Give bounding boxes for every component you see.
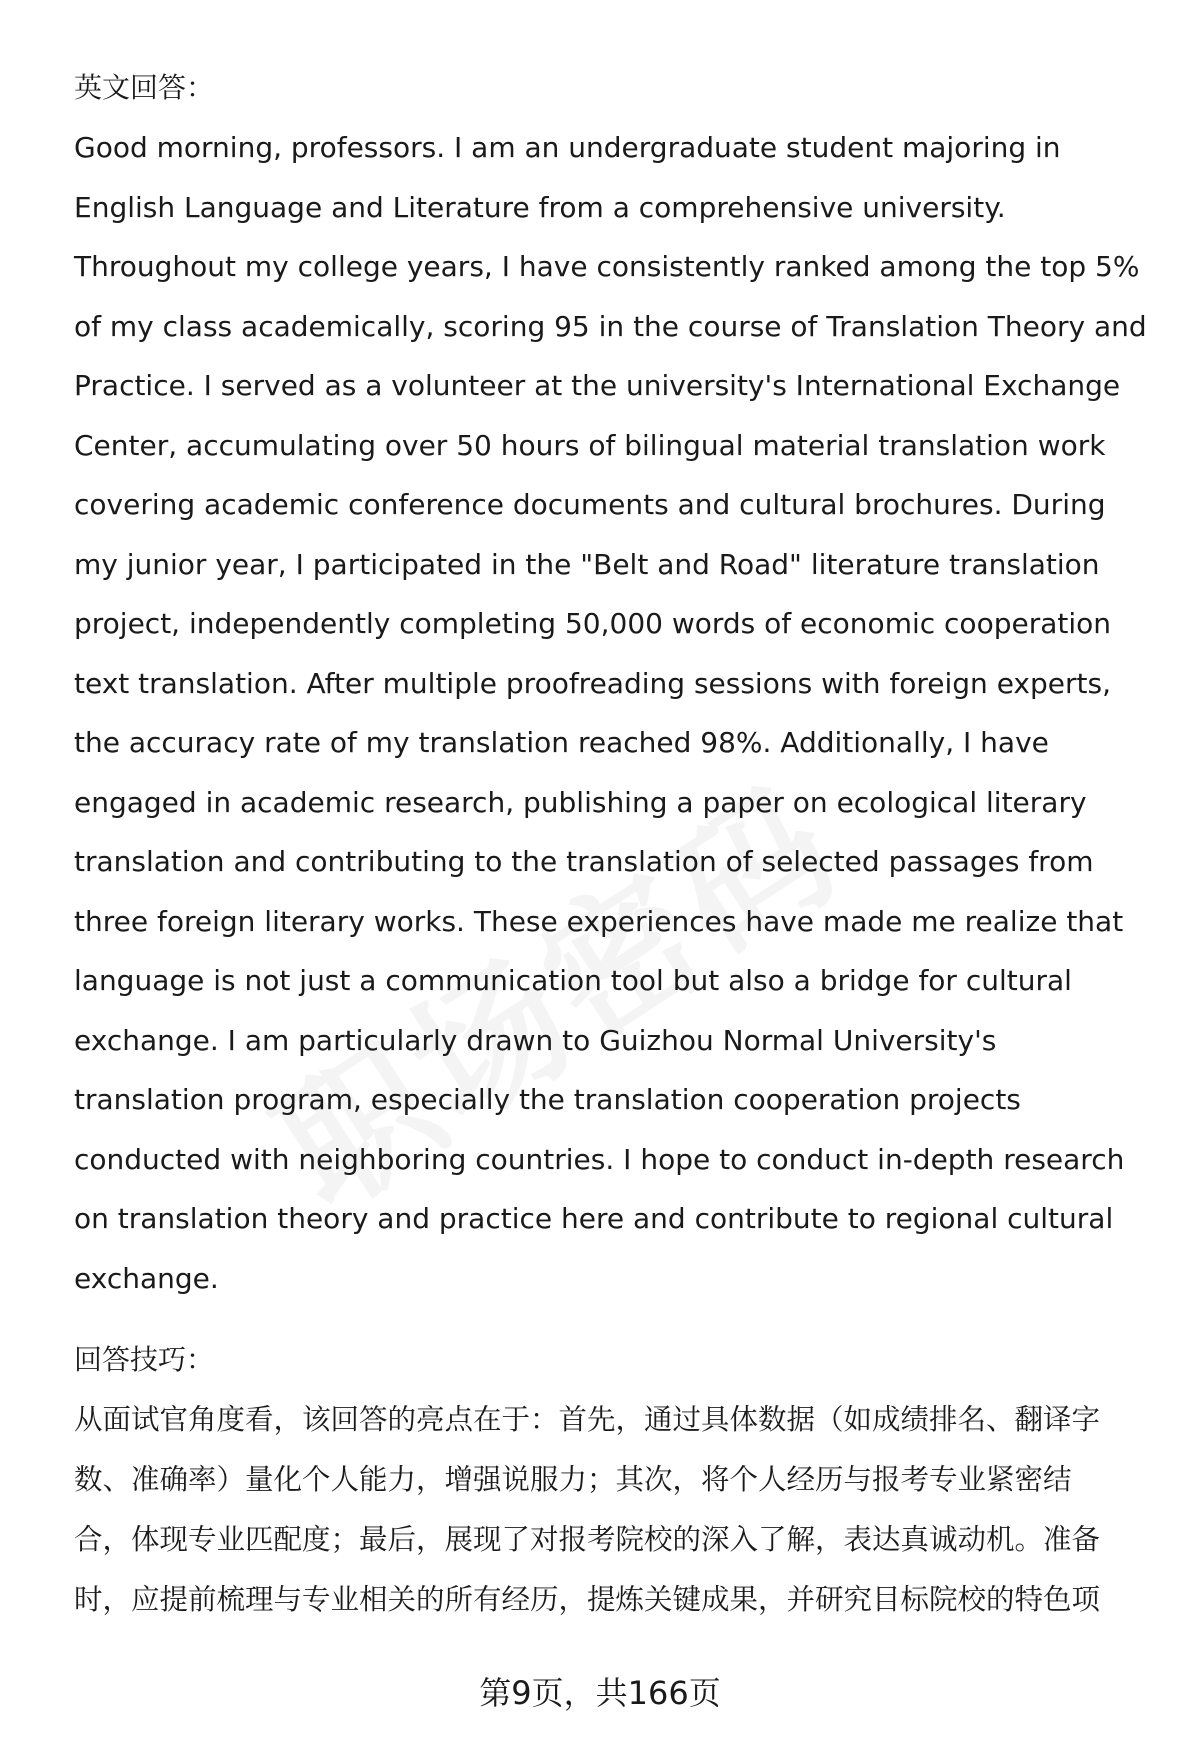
answer-line: project, independently completing 50,000 words of economic cooperation xyxy=(74,607,1111,640)
answer-line: English Language and Literature from a comprehensive university. xyxy=(74,190,1006,224)
tips-line: 从面试官角度看，该回答的亮点在于：首先，通过具体数据（如成绩排名、翻译字 xyxy=(74,1403,1101,1436)
answer-line: Good morning, professors. I am an undergraduate student majoring in xyxy=(74,131,1061,164)
tips-heading: 回答技巧： xyxy=(74,1343,215,1376)
tips-body xyxy=(74,1390,1154,1630)
answer-line: Throughout my college years, I have consistently ranked among the top 5% xyxy=(74,250,1140,283)
answer-line: text translation. After multiple proofreading sessions with foreign experts, xyxy=(74,666,1111,700)
answer-heading: 英文回答： xyxy=(74,71,215,104)
answer-line: my junior year, I participated in the "Belt and Road" literature translation xyxy=(74,547,1100,581)
answer-line: Practice. I served as a volunteer at the university's International Exchange xyxy=(74,369,1121,402)
page-content xyxy=(74,58,1154,1630)
answer-line: language is not just a communication tool but also a bridge for cultural xyxy=(74,964,1072,997)
answer-line: exchange. I am particularly drawn to Guizhou Normal University's xyxy=(74,1023,997,1057)
tips-line: 时，应提前梳理与专业相关的所有经历，提炼关键成果，并研究目标院校的特色项 xyxy=(74,1583,1101,1616)
answer-line: translation program, especially the translation cooperation projects xyxy=(74,1083,1021,1116)
answer-line: engaged in academic research, publishing a paper on ecological literary xyxy=(74,785,1087,819)
page-number-footer: 第9页，共166页 xyxy=(479,1674,721,1712)
answer-line: three foreign literary works. These experiences have made me realize that xyxy=(74,904,1124,938)
answer-body xyxy=(74,118,1154,1308)
answer-line: on translation theory and practice here and contribute to regional cultural xyxy=(74,1202,1114,1235)
tips-line: 合，体现专业匹配度；最后，展现了对报考院校的深入了解，表达真诚动机。准备 xyxy=(74,1523,1101,1556)
answer-line: Center, accumulating over 50 hours of bilingual material translation work xyxy=(74,428,1106,462)
answer-line: covering academic conference documents and cultural brochures. During xyxy=(74,488,1106,521)
tips-line: 数、准确率）量化个人能力，增强说服力；其次，将个人经历与报考专业紧密结 xyxy=(74,1463,1072,1496)
answer-line: the accuracy rate of my translation reached 98%. Additionally, I have xyxy=(74,726,1049,759)
answer-line: conducted with neighboring countries. I hope to conduct in-depth research xyxy=(74,1142,1125,1176)
answer-line: exchange. xyxy=(74,1261,219,1295)
answer-line: translation and contributing to the translation of selected passages from xyxy=(74,845,1094,878)
answer-line: of my class academically, scoring 95 in the course of Translation Theory and xyxy=(74,309,1147,343)
